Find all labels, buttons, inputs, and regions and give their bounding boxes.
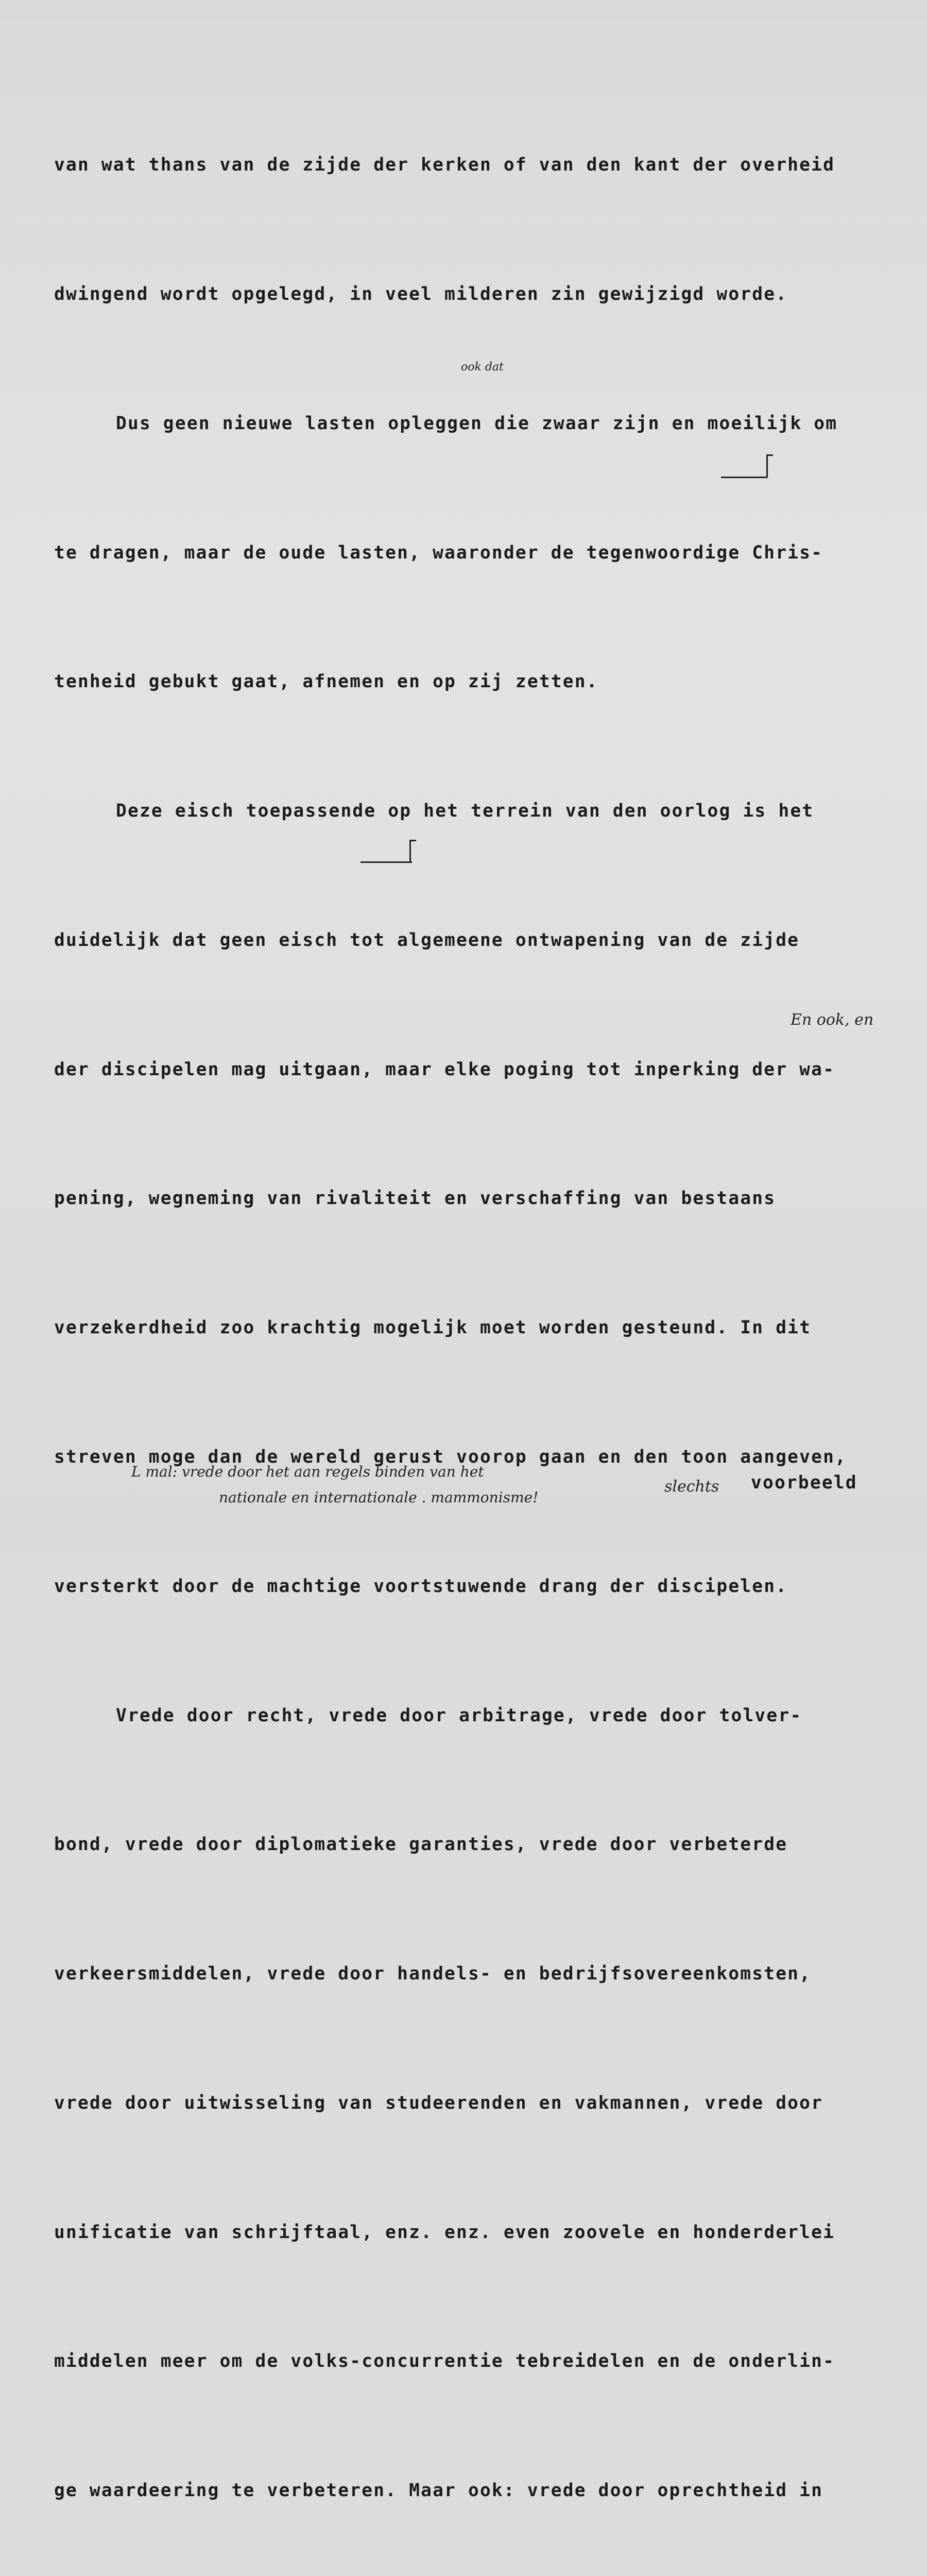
text-line: bond, vrede door diplomatieke garanties, vrede door verbeterde bbox=[54, 1834, 788, 1855]
text-line: Vrede door recht, vrede door arbitrage, vrede door tolver- bbox=[116, 1705, 802, 1726]
handwritten-insert-ook-dat: ook dat bbox=[461, 361, 504, 374]
text-line: streven moge dan de wereld gerust voorop gaan en den toon aangeven, bbox=[54, 1447, 847, 1467]
text-line: verzekerdheid zoo krachtig mogelijk moet worden gesteund. In dit bbox=[54, 1317, 812, 1338]
text-line: Deze eisch toepassende op het terrein van den oorlog is het bbox=[116, 801, 814, 822]
text-line: Dus geen nieuwe lasten opleggen die zwaar zijn en moeilijk om bbox=[116, 413, 838, 434]
handwritten-footnote-line1: L mal: vrede door het aan regels binden van het bbox=[131, 1463, 484, 1480]
text-line: unificatie van schrijftaal, enz. enz. even zoovele en honderderlei bbox=[54, 2222, 835, 2243]
text-line: verkeersmiddelen, vrede door handels- en bedrijfsovereenkomsten, bbox=[54, 1963, 812, 1985]
text-line: tenheid gebukt gaat, afnemen en op zij zetten. bbox=[54, 671, 598, 692]
typed-body bbox=[54, 58, 883, 2576]
text-line: der discipelen mag uitgaan, maar elke poging tot inperking der wa- bbox=[54, 1059, 835, 1080]
text-line: middelen meer om de volks-concurrentie tebreidelen en de onderlin- bbox=[54, 2351, 835, 2372]
handwritten-underline-mark bbox=[360, 861, 412, 863]
handwritten-bracket-mark bbox=[409, 840, 416, 863]
text-line: ge waardeering te verbeteren. Maar ook: vrede door oprechtheid in bbox=[54, 2480, 823, 2501]
handwritten-bracket-mark bbox=[766, 454, 773, 478]
text-line: te dragen, maar de oude lasten, waaronder de tegenwoordige Chris- bbox=[54, 542, 823, 563]
text-line: duidelijk dat geen eisch tot algemeene ontwapening van de zijde bbox=[54, 929, 800, 951]
handwritten-insert-en-ook: En ook, en bbox=[791, 1011, 874, 1029]
handwritten-footnote-line2: nationale en internationale . mammonisme! bbox=[219, 1489, 539, 1506]
text-line: van wat thans van de zijde der kerken of van den kant der overheid bbox=[54, 155, 835, 176]
text-line: pening, wegneming van rivaliteit en verschaffing van bestaans bbox=[54, 1188, 776, 1209]
text-line: dwingend wordt opgelegd, in veel milderen zin gewijzigd worde. bbox=[54, 283, 788, 304]
handwritten-underline-mark bbox=[721, 477, 767, 478]
text-line: vrede door uitwisseling van studeerenden en vakmannen, vrede door bbox=[54, 2092, 823, 2113]
text-line: versterkt door de machtige voortstuwende drang der discipelen. bbox=[54, 1575, 788, 1597]
typed-last-word: voorbeeld bbox=[751, 1472, 857, 1493]
handwritten-slechts: slechts bbox=[664, 1478, 719, 1496]
